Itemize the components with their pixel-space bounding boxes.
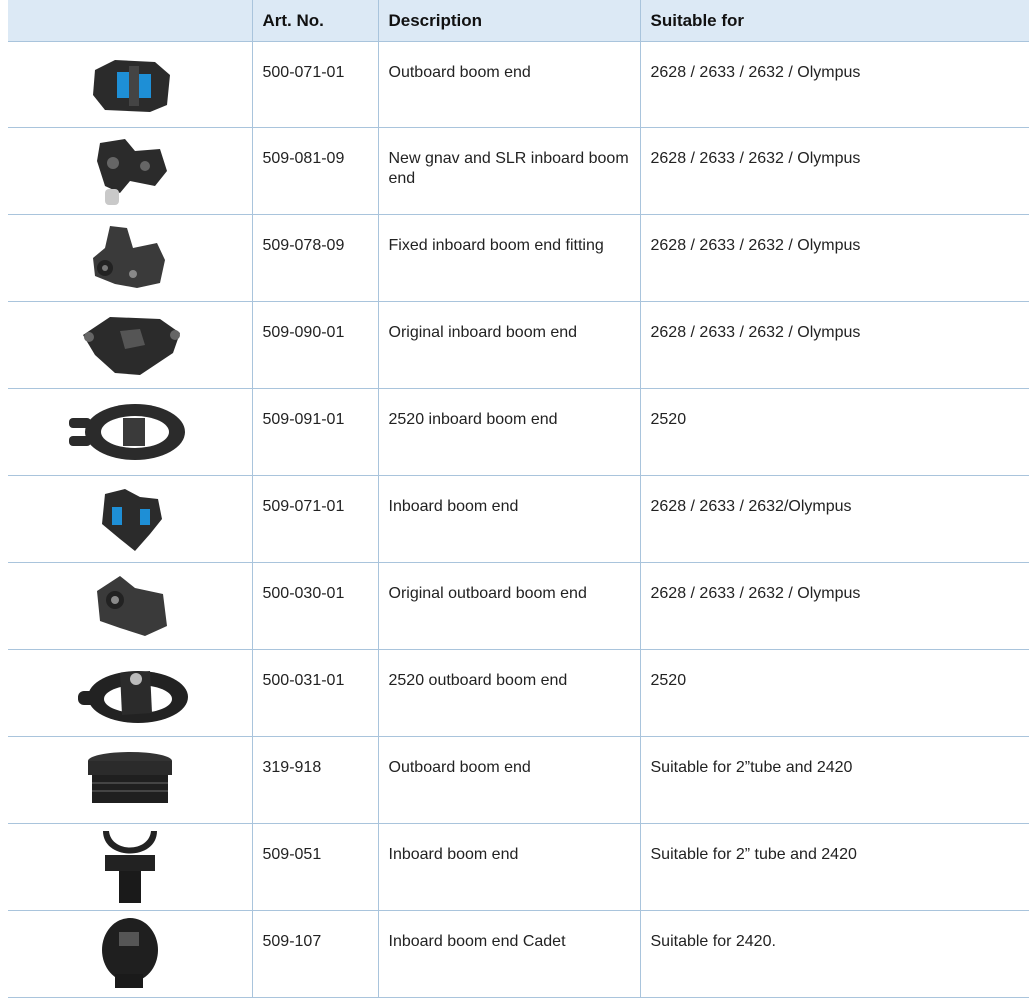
description-cell: Inboard boom end — [378, 824, 640, 911]
description-cell: Original inboard boom end — [378, 302, 640, 389]
blue-inboard-boom-end-icon — [80, 479, 180, 559]
art-no-cell: 509-078-09 — [252, 215, 378, 302]
description-cell: Outboard boom end — [378, 737, 640, 824]
round-plug-icon — [75, 745, 185, 815]
suitable-for-cell: Suitable for 2420. — [640, 911, 1029, 998]
description-cell: Fixed inboard boom end fitting — [378, 215, 640, 302]
table-row — [8, 42, 1029, 128]
table-row — [8, 824, 1029, 911]
header-art-no: Art. No. — [252, 0, 378, 42]
header-suitable-for: Suitable for — [640, 0, 1029, 42]
description-cell: 2520 inboard boom end — [378, 389, 640, 476]
description-cell: Original outboard boom end — [378, 563, 640, 650]
art-no-cell: 509-071-01 — [252, 476, 378, 563]
table-row — [8, 476, 1029, 563]
original-outboard-boom-end-icon — [75, 566, 185, 646]
description-cell: Inboard boom end — [378, 476, 640, 563]
art-no-cell: 509-081-09 — [252, 128, 378, 215]
suitable-for-cell: 2520 — [640, 650, 1029, 737]
description-cell: Inboard boom end Cadet — [378, 911, 640, 998]
fixed-inboard-fitting-icon — [75, 218, 185, 298]
blue-outboard-boom-end-icon — [75, 50, 185, 120]
u-fork-icon — [85, 827, 175, 907]
cadet-plug-icon — [85, 914, 175, 994]
table-row — [8, 302, 1029, 389]
art-no-cell: 509-107 — [252, 911, 378, 998]
2520-inboard-boom-end-icon — [55, 392, 205, 472]
art-no-cell: 500-031-01 — [252, 650, 378, 737]
suitable-for-cell: 2628 / 2633 / 2632 / Olympus — [640, 215, 1029, 302]
table-row — [8, 911, 1029, 998]
description-cell: New gnav and SLR inboard boom end — [378, 128, 640, 215]
table-row — [8, 215, 1029, 302]
parts-table — [8, 0, 1029, 998]
table-row — [8, 737, 1029, 824]
suitable-for-cell: 2628 / 2633 / 2632 / Olympus — [640, 302, 1029, 389]
suitable-for-cell: 2628 / 2633 / 2632 / Olympus — [640, 128, 1029, 215]
suitable-for-cell: Suitable for 2”tube and 2420 — [640, 737, 1029, 824]
table-row — [8, 563, 1029, 650]
2520-outboard-boom-end-icon — [60, 653, 200, 733]
suitable-for-cell: Suitable for 2” tube and 2420 — [640, 824, 1029, 911]
art-no-cell: 500-071-01 — [252, 42, 378, 128]
suitable-for-cell: 2628 / 2633 / 2632 / Olympus — [640, 42, 1029, 128]
header-description: Description — [378, 0, 640, 42]
description-cell: 2520 outboard boom end — [378, 650, 640, 737]
table-row — [8, 389, 1029, 476]
suitable-for-cell: 2628 / 2633 / 2632 / Olympus — [640, 563, 1029, 650]
original-inboard-boom-end-icon — [65, 305, 195, 385]
art-no-cell: 509-051 — [252, 824, 378, 911]
header-image — [8, 0, 252, 42]
description-cell: Outboard boom end — [378, 42, 640, 128]
gnav-inboard-boom-end-icon — [75, 131, 185, 211]
table-row — [8, 650, 1029, 737]
art-no-cell: 319-918 — [252, 737, 378, 824]
art-no-cell: 509-090-01 — [252, 302, 378, 389]
header-row — [8, 0, 1029, 42]
suitable-for-cell: 2520 — [640, 389, 1029, 476]
table-row — [8, 128, 1029, 215]
art-no-cell: 509-091-01 — [252, 389, 378, 476]
art-no-cell: 500-030-01 — [252, 563, 378, 650]
suitable-for-cell: 2628 / 2633 / 2632/Olympus — [640, 476, 1029, 563]
